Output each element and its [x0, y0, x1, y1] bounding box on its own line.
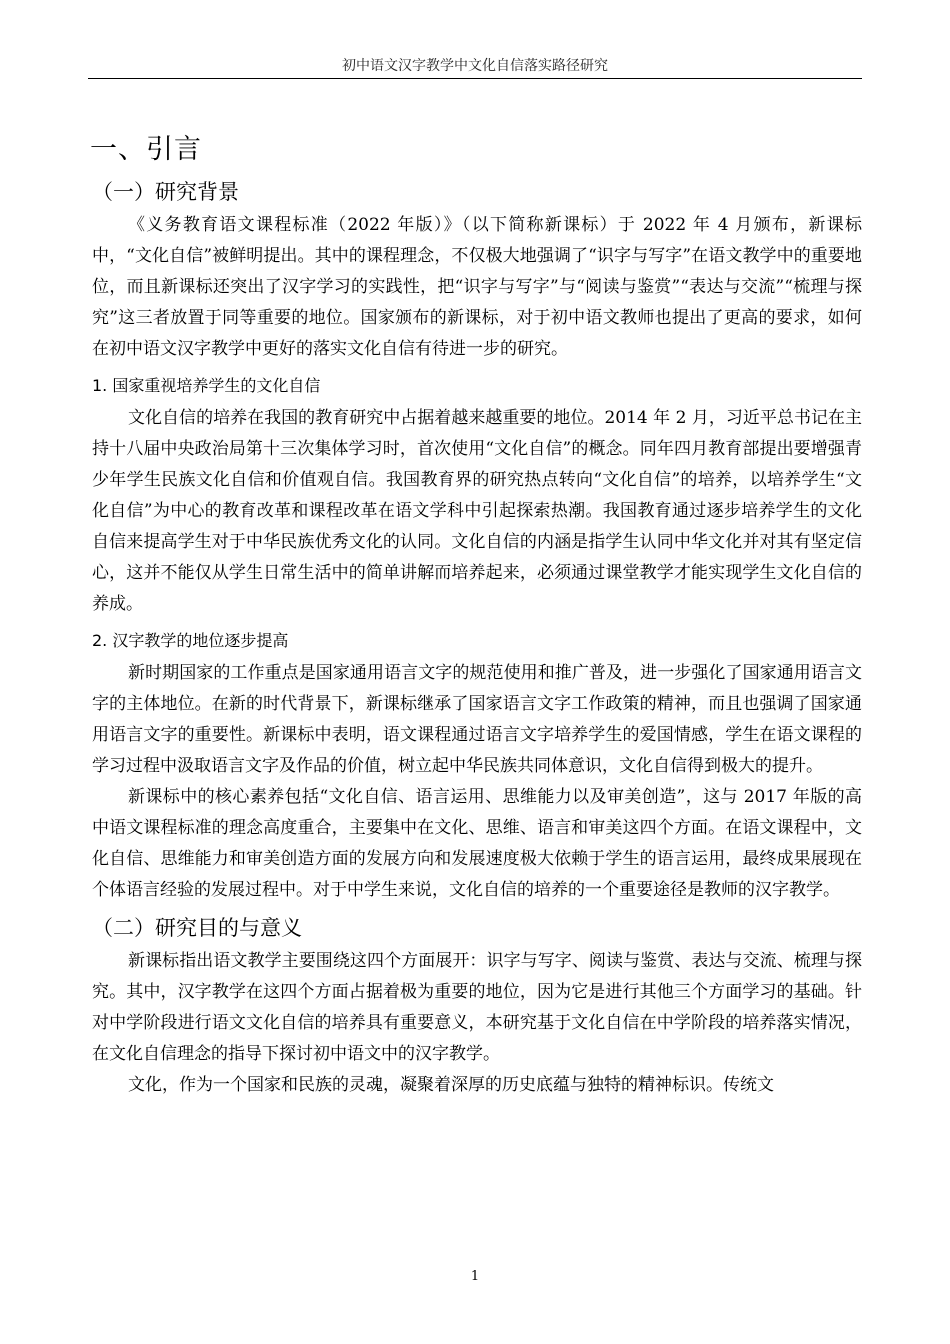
paragraph-character-teaching-1: 新时期国家的工作重点是国家通用语言文字的规范使用和推广普及，进一步强化了国家通用语言文字的主体地位。在新的时代背景下，新课标继承了国家语言文字工作政策的精神，而且也强调了国家通用语言文字的重要性。新课标中表明，语文课程通过语言文字培养学生的爱国情感，学生在语文课程的学习过程中汲取语言文字及作品的价值，树立起中华民族共同体意识，文化自信得到极大的提升。 — [92, 663, 862, 776]
item-heading-character-teaching: 2. 汉字教学的地位逐步提高 — [92, 631, 289, 650]
item-heading-cultural-confidence: 1. 国家重视培养学生的文化自信 — [92, 376, 321, 395]
running-header: 初中语文汉字教学中文化自信落实路径研究 — [342, 58, 608, 74]
paragraph-character-teaching-2: 新课标中的核心素养包括“文化自信、语言运用、思维能力以及审美创造”，这与 2017 年版的高中语文课程标准的理念高度重合，主要集中在文化、思维、语言和审美这四个方面。在语文课程中，文化自信、思维能力和审美创造方面的发展方向和发展速度极大依赖于学生的语言运用，最终成果展现在个体语言经验的发展过程中。对于中学生来说，文化自信的培养的一个重要途径是教师的汉字教学。 — [92, 787, 862, 900]
paragraph-purpose-2: 文化，作为一个国家和民族的灵魂，凝聚着深厚的历史底蕴与独特的精神标识。传统文 — [128, 1075, 774, 1095]
subsection-heading-purpose: （二）研究目的与意义 — [92, 916, 302, 940]
section-heading-introduction: 一、引言 — [90, 134, 202, 165]
paragraph-purpose-1: 新课标指出语文教学主要围绕这四个方面展开：识字与写字、阅读与鉴赏、表达与交流、梳理与探究。其中，汉字教学在这四个方面占据着极为重要的地位，因为它是进行其他三个方面学习的基础。针对中学阶段进行语文文化自信的培养具有重要意义，本研究基于文化自信在中学阶段的培养落实情况，在文化自信理念的指导下探讨初中语文中的汉字教学。 — [92, 951, 862, 1064]
paragraph-background: 《义务教育语文课程标准（2022 年版）》（以下简称新课标）于 2022 年 4 月颁布，新课标中，“文化自信”被鲜明提出。其中的课程理念，不仅极大地强调了“识字与写字”在语文教学中的重要地位，而且新课标还突出了汉字学习的实践性，把“识字与写字”与“阅读与鉴赏”“表达与交流”“梳理与探究”这三者放置于同等重要的地位。国家颁布的新课标，对于初中语文教师也提出了更高的要求，如何在初中语文汉字教学中更好的落实文化自信有待进一步的研究。 — [92, 215, 862, 359]
page-number: 1 — [470, 1269, 480, 1284]
subsection-heading-background: （一）研究背景 — [92, 180, 239, 204]
header-rule — [88, 78, 862, 79]
paragraph-cultural-confidence: 文化自信的培养在我国的教育研究中占据着越来越重要的地位。2014 年 2 月，习近平总书记在主持十八届中央政治局第十三次集体学习时，首次使用“文化自信”的概念。同年四月教育部提出要增强青少年学生民族文化自信和价值观自信。我国教育界的研究热点转向“文化自信”的培养，以培养学生“文化自信”为中心的教育改革和课程改革在语文学科中引起探索热潮。我国教育通过逐步培养学生的文化自信来提高学生对于中华民族优秀文化的认同。文化自信的内涵是指学生认同中华文化并对其有坚定信心，这并不能仅从学生日常生活中的简单讲解而培养起来，必须通过课堂教学才能实现学生文化自信的养成。 — [92, 408, 862, 614]
page-body — [92, 130, 862, 1101]
